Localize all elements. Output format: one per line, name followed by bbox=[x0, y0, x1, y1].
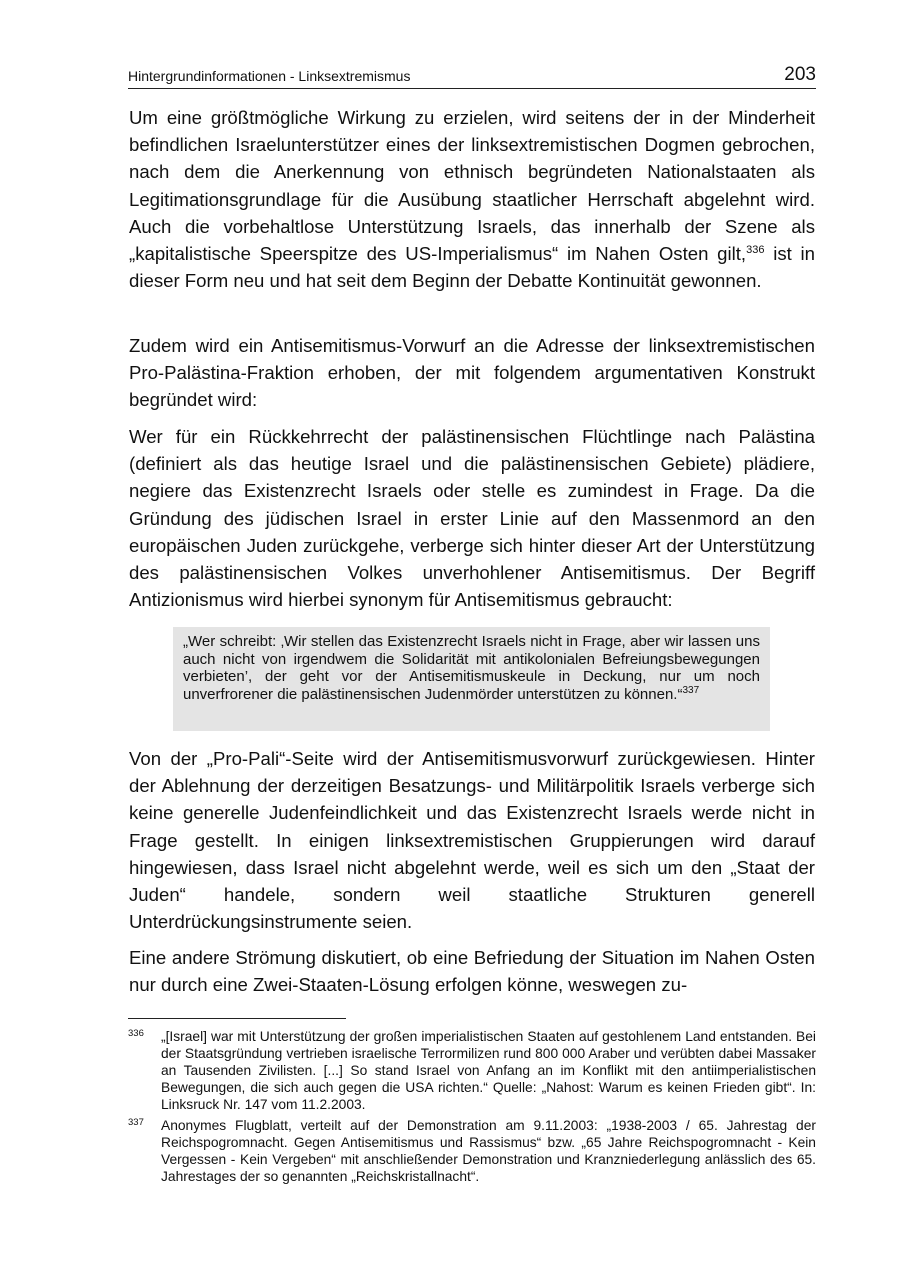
footnote-number: 336 bbox=[128, 1028, 144, 1039]
header-title: Hintergrundinformationen - Linksextremismus bbox=[128, 68, 411, 84]
paragraph-1 bbox=[129, 104, 815, 294]
paragraph-3: Wer für ein Rückkehrrecht der palästinensischen Flüchtlinge nach Palästina (definiert als das heutige Israel und die palästinensischen Gebiete) plädiere, negiere das Existenzrecht Israels oder stelle es zumindest in Frage. Da die Gründung des jüdischen Israel in erster Linie auf den Massenmord an den europäischen Juden zurückgehe, verberge sich hinter dieser Art der Unterstützung des palästinensischen Volkes unverhohlener Antisemitismus. Der Begriff Antizionismus wird hierbei synonym für Antisemitismus gebraucht: bbox=[129, 426, 815, 611]
paragraph-2: Zudem wird ein Antisemitismus-Vorwurf an die Adresse der linksextremistischen Pro-Palästina-Fraktion erhoben, der mit folgendem argumentativen Konstrukt begründet wird: bbox=[129, 335, 815, 411]
footnote-336 bbox=[128, 1028, 816, 1113]
footnote-ref-337[interactable]: 337 bbox=[682, 684, 700, 696]
paragraph-5: Eine andere Strömung diskutiert, ob eine Befriedung der Situation im Nahen Osten nur durch eine Zwei-Staaten-Lösung erfolgen könne, weswegen zu- bbox=[129, 947, 815, 996]
footnote-ref-336[interactable]: 336 bbox=[746, 244, 765, 257]
paragraph-1-text: Um eine größtmögliche Wirkung zu erzielen, wird seitens der in der Minderheit befindlichen Israelunterstützer eines der linksextremistischen Dogmen gebrochen, nach dem die Anerkennung von ethnisch begründeten Nationalstaaten als Legitimationsgrundlage für die Ausübung staatlicher Herrschaft abgelehnt wird. Auch die vorbehaltlose Unterstützung Israels, das innerhalb der Szene als „kapitalistische Speerspitze des US-Imperialismus“ im Nahen Osten gilt, bbox=[129, 107, 815, 265]
running-header bbox=[128, 62, 816, 89]
footnote-text: „[Israel] war mit Unterstützung der großen imperialistischen Staaten auf gestohlenem Land entstanden. Bei der Staatsgründung vertrieben israelische Terrormilizen rund 800 000 Araber und verübten dabei Massaker an Tausenden Zivilisten. [...] So stand Israel von Anfang an im Konflikt mit den antiimperialistischen Bewegungen, die sich auch gegen die USA richten.“ Quelle: „Nahost: Warum es keinen Frieden gibt“. In: Linksruck Nr. 147 vom 11.2.2003. bbox=[161, 1029, 816, 1112]
footnote-337 bbox=[128, 1117, 816, 1185]
block-quote bbox=[173, 627, 770, 731]
footnote-text: Anonymes Flugblatt, verteilt auf der Demonstration am 9.11.2003: „1938-2003 / 65. Jahrestag der Reichspogromnacht. Gegen Antisemitismus und Rassismus“ bzw. „65 Jahre Reichspogromnacht - Kein Vergessen - Kein Vergeben“ mit anschließender Demonstration und Kranzniederlegung anlässlich des 65. Jahrestages der so genannten „Reichskristallnacht“. bbox=[161, 1118, 816, 1184]
page-number: 203 bbox=[784, 64, 816, 85]
footnote-number: 337 bbox=[128, 1117, 144, 1128]
paragraph-4: Von der „Pro-Pali“-Seite wird der Antisemitismusvorwurf zurückgewiesen. Hinter der Ablehnung der derzeitigen Besatzungs- und Militärpolitik Israels verberge sich keine generelle Judenfeindlichkeit und das Existenzrecht Israels werde nicht in Frage gestellt. In einigen linksextremistischen Gruppierungen wird darauf hingewiesen, dass Israel nicht abgelehnt werde, weil es sich um den „Staat der Juden“ handele, sondern weil staatliche Strukturen generell Unterdrückungsinstrumente seien. bbox=[129, 748, 815, 933]
quote-text: „Wer schreibt: ‚Wir stellen das Existenzrecht Israels nicht in Frage, aber wir lassen uns auch nicht von irgendwem die Solidarität mit antikolonialen Befreiungsbewegungen verbieten’, der geht vor der Antisemitismuskeule in Deckung, nur um noch unverfrorener die palästinensischen Judenmörder unterstützen zu können.“ bbox=[183, 633, 760, 703]
footnote-separator bbox=[128, 1018, 346, 1019]
paragraph-1-continuation: ist in dieser Form neu und hat seit dem Beginn der Debatte Kontinuität gewonnen. bbox=[129, 243, 816, 292]
